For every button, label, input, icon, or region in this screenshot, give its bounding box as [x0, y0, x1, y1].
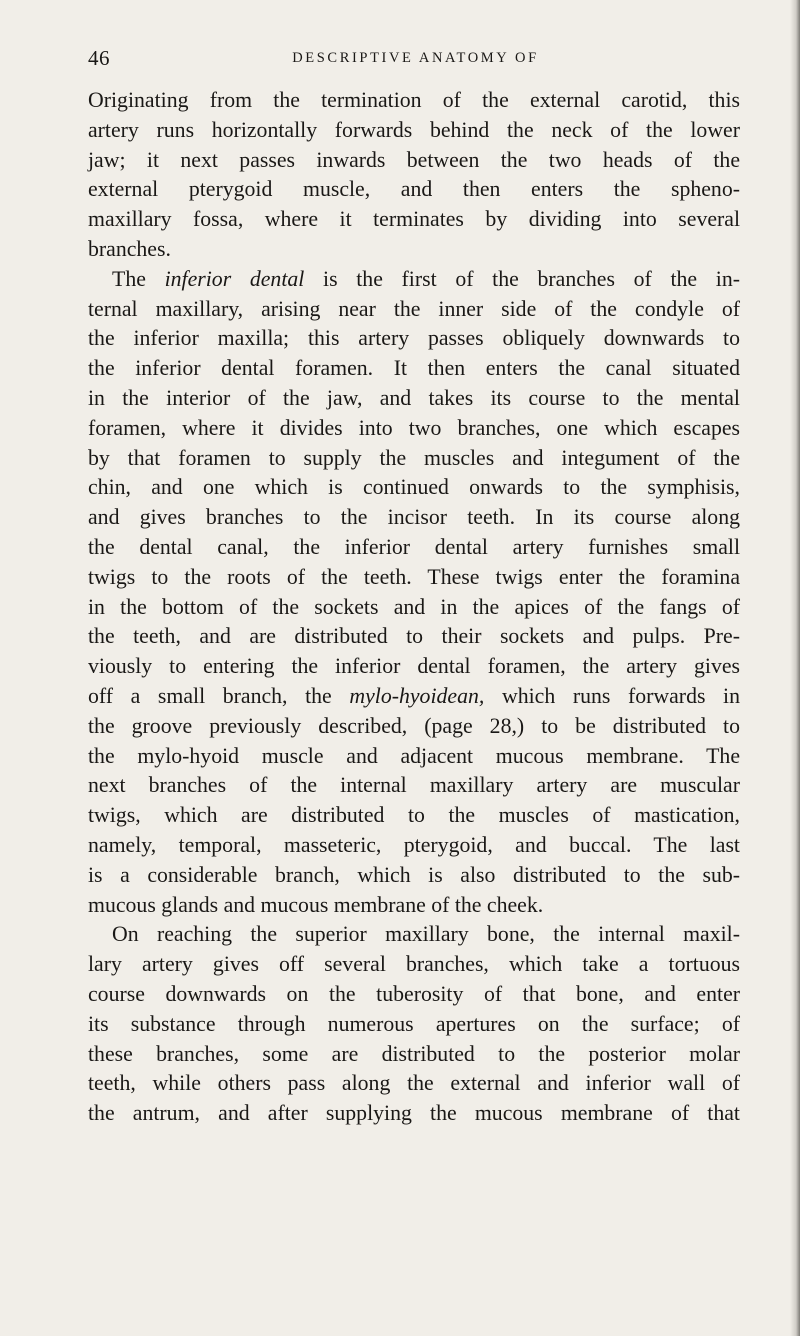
text-line: foramen, where it divides into two branches, one which escapes — [88, 415, 740, 440]
text-line: the teeth, and are distributed to their sockets and pulps. Pre- — [88, 624, 740, 649]
text-line: Originating from the termination of the external carotid, this — [88, 88, 740, 112]
italic-term: mylo-hyoidean, — [349, 683, 485, 708]
text-line: viously to entering the inferior dental foramen, the artery gives — [88, 654, 740, 679]
text-line: maxillary fossa, where it terminates by dividing into several — [88, 207, 740, 232]
text-line: chin, and one which is continued onwards to the symphisis, — [88, 475, 740, 500]
text-line — [88, 265, 740, 295]
text-line: external pterygoid muscle, and then enters the spheno- — [88, 177, 740, 202]
running-head: DESCRIPTIVE ANATOMY OF — [292, 50, 539, 66]
paragraph-1 — [88, 86, 740, 265]
text-line — [88, 682, 740, 712]
text-line: On reaching the superior maxillary bone, the internal maxil- — [112, 922, 740, 947]
text-line: namely, temporal, masseteric, pterygoid, and buccal. The last — [88, 832, 740, 857]
text-line: is a considerable branch, which is also distributed to the sub- — [88, 862, 740, 887]
text-line: these branches, some are distributed to the posterior molar — [88, 1041, 740, 1066]
text-line: ternal maxillary, arising near the inner side of the condyle of — [88, 296, 740, 321]
text-line: by that foramen to supply the muscles and integument of the — [88, 445, 740, 470]
text-line: the mylo-hyoid muscle and adjacent mucous membrane. The — [88, 743, 740, 768]
italic-term: inferior dental — [164, 266, 305, 291]
page-header — [88, 46, 743, 74]
text-line: jaw; it next passes inwards between the two heads of the — [88, 147, 740, 172]
text-line: in the interior of the jaw, and takes its course to the mental — [88, 385, 740, 410]
text-line: the antrum, and after supplying the mucous membrane of that — [88, 1101, 740, 1126]
text-line: course downwards on the tuberosity of that bone, and enter — [88, 981, 740, 1006]
text-run: is the first of the branches of the in- — [304, 266, 740, 291]
paragraph-3 — [88, 920, 740, 1129]
text-run: which runs forwards in — [484, 683, 741, 708]
page-edge-shadow — [790, 0, 800, 1336]
body-text — [88, 86, 740, 1129]
text-line: in the bottom of the sockets and in the apices of the fangs of — [88, 594, 740, 619]
text-line: teeth, while others pass along the external and inferior wall of — [88, 1071, 740, 1096]
text-line: the inferior maxilla; this artery passes obliquely downwards to — [88, 326, 740, 351]
text-line: twigs, which are distributed to the muscles of mastication, — [88, 803, 740, 828]
text-line: branches. — [88, 236, 171, 261]
text-line: lary artery gives off several branches, which take a tortuous — [88, 952, 740, 977]
text-run: off a small branch, the — [88, 683, 350, 708]
text-run: The — [112, 266, 165, 291]
text-line: the inferior dental foramen. It then enters the canal situated — [88, 356, 740, 381]
text-line: artery runs horizontally forwards behind the neck of the lower — [88, 117, 740, 142]
text-line: the dental canal, the inferior dental artery furnishes small — [88, 534, 740, 559]
page-number: 46 — [88, 46, 110, 70]
text-line: the groove previously described, (page 28,) to be distributed to — [88, 713, 740, 738]
paragraph-2 — [88, 265, 740, 921]
text-line: twigs to the roots of the teeth. These twigs enter the foramina — [88, 564, 740, 589]
text-line: mucous glands and mucous membrane of the cheek. — [88, 892, 544, 917]
text-line: next branches of the internal maxillary artery are muscular — [88, 773, 740, 798]
text-line: its substance through numerous apertures on the surface; of — [88, 1011, 740, 1036]
text-line: and gives branches to the incisor teeth. In its course along — [88, 505, 740, 530]
